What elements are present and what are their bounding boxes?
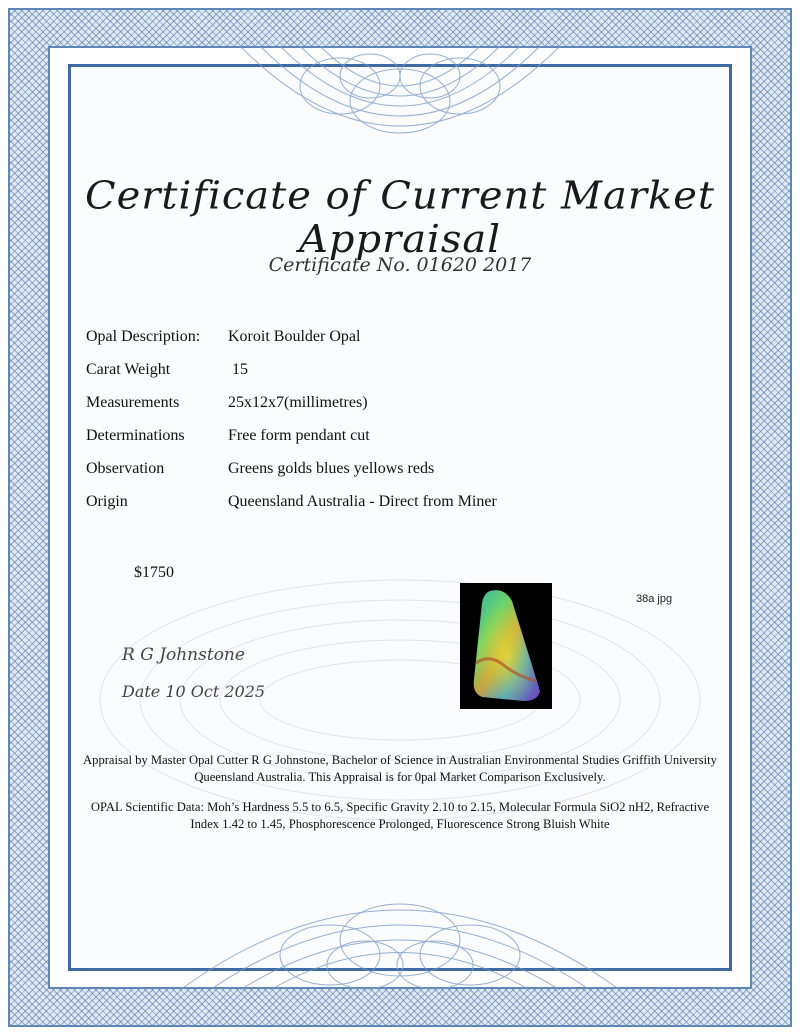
detail-value: Free form pendant cut — [228, 427, 370, 444]
top-rosette-ornament — [230, 46, 570, 166]
appraisal-statement: Appraisal by Master Opal Cutter R G Johnstone, Bachelor of Science in Australian Environmental Studies Griffith University Queensland Australia. This Appraisal is for 0pal Market Comparison Exclusively. — [83, 753, 717, 784]
detail-label: Determinations — [86, 427, 185, 444]
scientific-data: OPAL Scientific Data: Moh’s Hardness 5.5 to 6.5, Specific Gravity 2.10 to 2.15, Molecular Formula SiO2 nH2, Refractive Index 1.42 to 1.45, Phosphorescence Prolonged, Fluorescence Strong Bluish White — [90, 800, 710, 831]
detail-value: 15 — [232, 361, 248, 378]
background-pattern — [80, 520, 720, 840]
certificate-title: Certificate of Current Market Appraisal — [85, 174, 715, 262]
image-caption: 38a jpg — [636, 593, 673, 605]
appraisal-price: $1750 — [134, 564, 174, 581]
bottom-rosette-ornament — [180, 870, 620, 990]
certificate-number: Certificate No. 01620 2017 — [268, 254, 532, 276]
detail-value: Koroit Boulder Opal — [228, 328, 361, 345]
detail-label: Measurements — [86, 394, 180, 411]
opal-photo — [460, 583, 552, 709]
detail-value: Queensland Australia - Direct from Miner — [228, 493, 497, 510]
detail-label: Opal Description: — [86, 328, 201, 345]
signature-date: Date 10 Oct 2025 — [122, 682, 266, 701]
signature-name: R G Johnstone — [122, 645, 245, 665]
detail-label: Observation — [86, 460, 165, 477]
detail-label: Origin — [86, 493, 128, 510]
detail-value: 25x12x7(millimetres) — [228, 394, 368, 411]
detail-label: Carat Weight — [86, 361, 171, 378]
detail-value: Greens golds blues yellows reds — [228, 460, 435, 477]
opal-stone-icon — [460, 583, 552, 709]
